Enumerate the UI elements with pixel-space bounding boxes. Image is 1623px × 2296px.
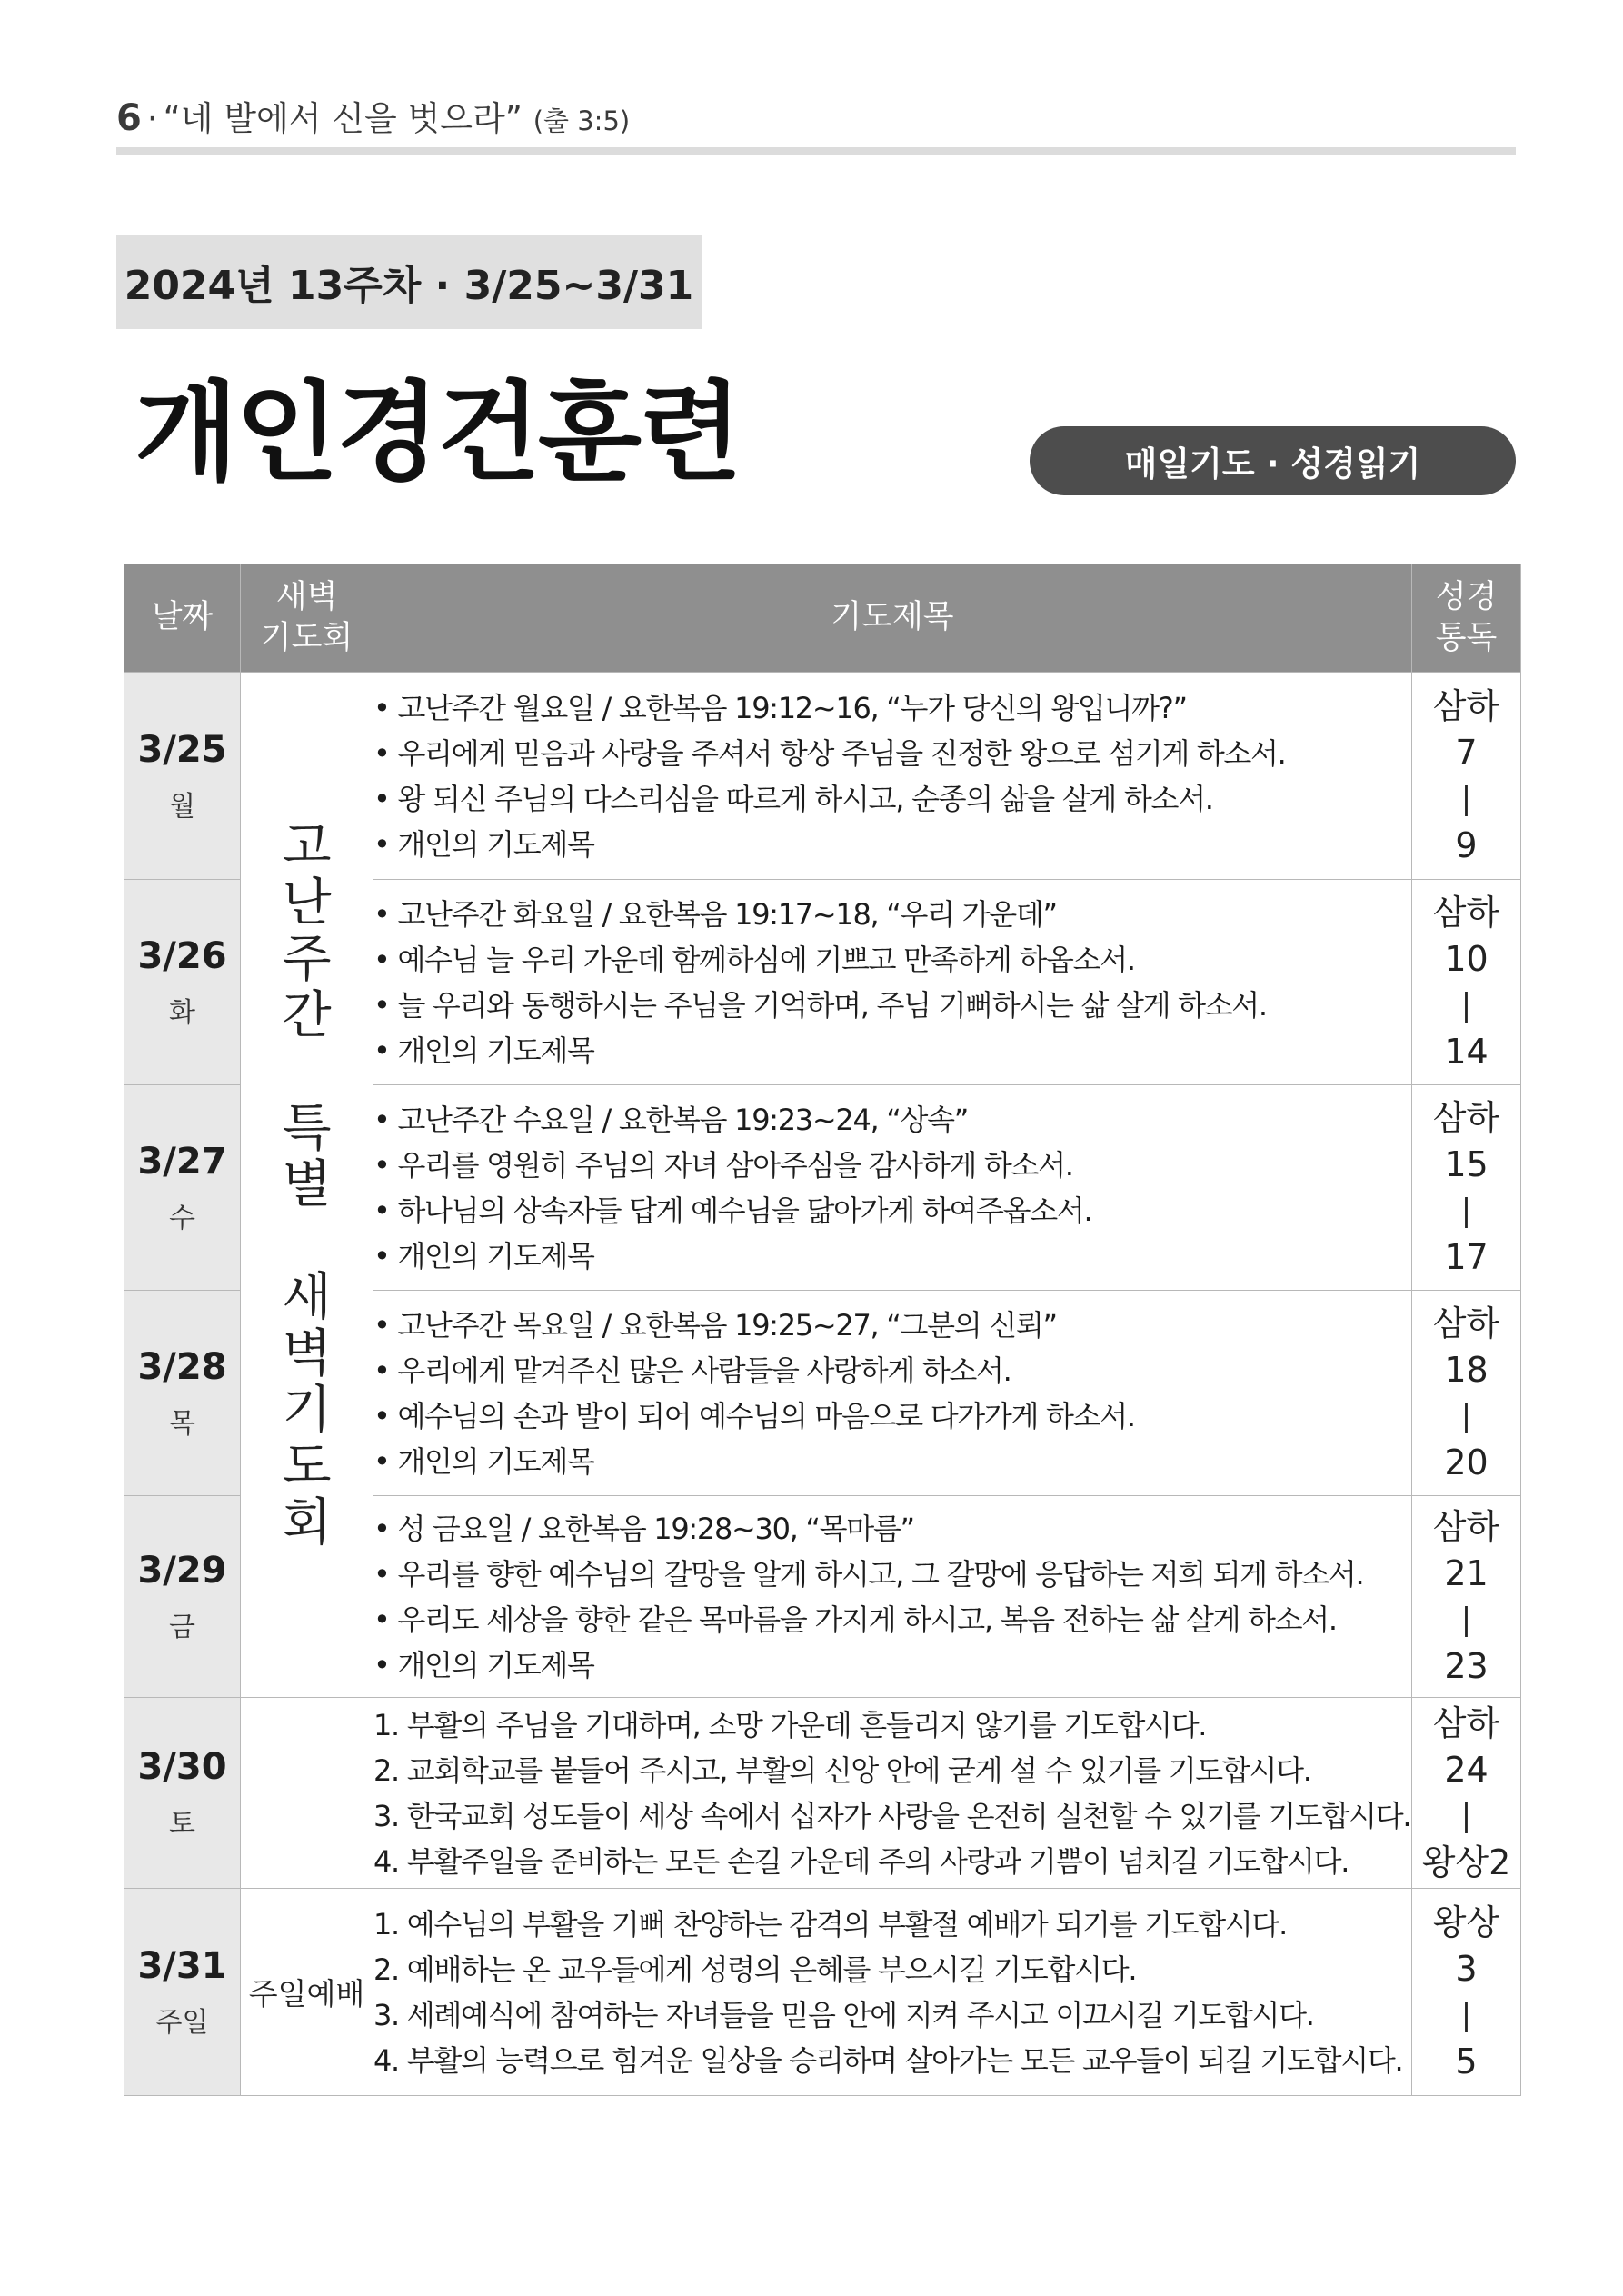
date-weekday: 화 [169, 996, 195, 1029]
reading-separator: | [1460, 1397, 1472, 1434]
prayer-line: 2. 교회학교를 붙들어 주시고, 부활의 신앙 안에 굳게 설 수 있기를 기도합시다. [373, 1752, 1311, 1788]
header-divider [116, 147, 1516, 155]
reading-separator: | [1460, 1601, 1472, 1638]
header-service-line1: 새벽 [275, 578, 338, 615]
reading-start: 24 [1444, 1749, 1489, 1790]
reading-start: 3 [1455, 1948, 1478, 1989]
prayer-line: 4. 부활주일을 준비하는 모든 손길 가운데 주의 사랑과 기쁨이 넘치길 기도합시다. [373, 1843, 1349, 1879]
special-service-cell [241, 673, 373, 1698]
date-weekday: 수 [169, 1202, 195, 1234]
prayer-line: 3. 세례예식에 참여하는 자녀들을 믿음 안에 지켜 주시고 이끄시길 기도합시다. [373, 1997, 1314, 2032]
date-cell [124, 673, 241, 880]
header-quote: “네 발에서 신을 벗으라” [163, 99, 523, 138]
date-weekday: 목 [169, 1407, 195, 1440]
date-weekday: 금 [169, 1611, 195, 1643]
prayer-line: • 우리를 영원히 주님의 자녀 삼아주심을 감사하게 하소서. [373, 1147, 1073, 1183]
prayer-line: • 개인의 기도제목 [373, 826, 594, 862]
prayer-line: • 늘 우리와 동행하시는 주님을 기억하며, 주님 기뻐하시는 삶 살게 하소서. [373, 987, 1267, 1023]
service-name: 주일예배 [248, 1976, 365, 2011]
prayer-line: • 왕 되신 주님의 다스리심을 따르게 하시고, 순종의 삶을 살게 하소서. [373, 781, 1213, 816]
header-reading [1412, 564, 1521, 673]
prayer-line: • 고난주간 화요일 / 요한복음 19:17~18, “우리 가운데” [373, 896, 1057, 932]
date-weekday: 주일 [155, 2006, 209, 2039]
date-number: 3/30 [137, 1745, 227, 1788]
prayer-line: • 개인의 기도제목 [373, 1238, 594, 1273]
service-char: 별 [282, 1154, 332, 1214]
prayer-cell [373, 880, 1412, 1085]
prayer-line: • 예수님의 손과 발이 되어 예수님의 마음으로 다가가게 하소서. [373, 1398, 1135, 1433]
table-row [124, 673, 1521, 880]
service-char: 특 [282, 1098, 332, 1158]
schedule-table [124, 564, 1521, 2096]
service-cell [241, 1889, 373, 2096]
prayer-line: 1. 부활의 주님을 기대하며, 소망 가운데 흔들리지 않기를 기도합시다. [373, 1707, 1207, 1742]
header-separator: · [146, 99, 158, 138]
prayer-line: • 성 금요일 / 요한복음 19:28~30, “목마름” [373, 1511, 914, 1546]
prayer-cell [373, 1085, 1412, 1291]
service-char: 간 [282, 985, 332, 1045]
reading-end: 9 [1455, 824, 1478, 865]
prayer-line: • 우리에게 믿음과 사랑을 주셔서 항상 주님을 진정한 왕으로 섬기게 하소서. [373, 735, 1286, 771]
reading-start: 18 [1444, 1349, 1489, 1390]
reading-start: 21 [1444, 1552, 1489, 1593]
reading-book: 삼하 [1432, 1097, 1500, 1138]
reading-separator: | [1460, 780, 1472, 817]
reading-cell [1412, 1698, 1521, 1889]
reading-book: 삼하 [1432, 1303, 1500, 1343]
prayer-line: • 고난주간 목요일 / 요한복음 19:25~27, “그분의 신뢰” [373, 1307, 1057, 1343]
prayer-line: • 고난주간 월요일 / 요한복음 19:12~16, “누가 당신의 왕입니까?” [373, 690, 1187, 725]
reading-end: 14 [1444, 1031, 1489, 1072]
prayer-line: • 개인의 기도제목 [373, 1443, 594, 1479]
prayer-cell [373, 1496, 1412, 1698]
service-char: 기 [282, 1380, 332, 1440]
date-cell [124, 1496, 241, 1698]
reading-cell [1412, 1889, 1521, 2096]
header-prayer: 기도제목 [373, 564, 1412, 673]
prayer-line: • 고난주간 수요일 / 요한복음 19:23~24, “상속” [373, 1102, 969, 1137]
service-char: 벽 [282, 1323, 332, 1383]
reading-start: 15 [1444, 1143, 1489, 1184]
prayer-line: 4. 부활의 능력으로 힘겨운 일상을 승리하며 살아가는 모든 교우들이 되길 기도합시다. [373, 2042, 1403, 2078]
date-cell [124, 1291, 241, 1496]
prayer-cell [373, 1291, 1412, 1496]
date-number: 3/29 [137, 1549, 227, 1592]
prayer-line: 2. 예배하는 온 교우들에게 성령의 은혜를 부으시길 기도합시다. [373, 1952, 1137, 1987]
date-number: 3/26 [137, 934, 227, 977]
reading-book: 삼하 [1432, 1702, 1500, 1743]
prayer-line: • 개인의 기도제목 [373, 1647, 594, 1682]
date-number: 3/25 [137, 728, 227, 771]
table-row [124, 1698, 1521, 1889]
date-weekday: 토 [169, 1807, 195, 1840]
prayer-cell [373, 673, 1412, 880]
date-cell [124, 880, 241, 1085]
date-number: 3/28 [137, 1345, 227, 1388]
reading-book: 삼하 [1432, 892, 1500, 933]
reading-cell [1412, 1291, 1521, 1496]
service-char: 도 [282, 1436, 332, 1496]
prayer-cell [373, 1889, 1412, 2096]
reading-start: 10 [1444, 938, 1489, 979]
prayer-line: • 예수님 늘 우리 가운데 함께하심에 기쁘고 만족하게 하옵소서. [373, 942, 1135, 977]
reading-start: 7 [1455, 732, 1478, 773]
date-cell [124, 1698, 241, 1889]
table-header-row [124, 564, 1521, 673]
service-char: 고 [282, 816, 332, 876]
header-reading-line1: 성경 [1435, 578, 1498, 615]
reading-separator: | [1460, 1797, 1472, 1834]
prayer-line: • 우리에게 맡겨주신 많은 사람들을 사랑하게 하소서. [373, 1353, 1011, 1388]
header-reference: (출 3:5) [533, 105, 631, 136]
service-char: 난 [282, 873, 332, 933]
page-header [116, 91, 1516, 140]
service-char: 회 [282, 1492, 332, 1552]
service-cell [241, 1698, 373, 1889]
reading-end: 20 [1444, 1442, 1489, 1482]
header-date: 날짜 [124, 564, 241, 673]
reading-separator: | [1460, 1996, 1472, 2033]
table-row [124, 1889, 1521, 2096]
reading-book: 삼하 [1432, 1506, 1500, 1547]
reading-cell [1412, 880, 1521, 1085]
reading-end: 5 [1455, 2041, 1478, 2081]
prayer-line: 3. 한국교회 성도들이 세상 속에서 십자가 사랑을 온전히 실천할 수 있기를 기도합시다. [373, 1798, 1411, 1833]
reading-end: 왕상2 [1421, 1842, 1511, 1882]
page-title: 개인경건훈련 [134, 370, 740, 495]
reading-cell [1412, 673, 1521, 880]
date-weekday: 월 [169, 790, 195, 823]
prayer-line: • 개인의 기도제목 [373, 1033, 594, 1068]
reading-separator: | [1460, 1192, 1472, 1229]
date-number: 3/27 [137, 1140, 227, 1183]
tagline-badge: 매일기도 · 성경읽기 [1030, 426, 1516, 495]
service-gap [241, 1044, 373, 1101]
date-cell [124, 1085, 241, 1291]
service-char: 주 [282, 929, 332, 989]
reading-book: 왕상 [1432, 1902, 1500, 1942]
reading-end: 17 [1444, 1236, 1489, 1277]
prayer-line: 1. 예수님의 부활을 기뻐 찬양하는 감격의 부활절 예배가 되기를 기도합시다. [373, 1906, 1288, 1942]
service-char: 새 [282, 1267, 332, 1327]
prayer-line: • 하나님의 상속자들 답게 예수님을 닮아가게 하여주옵소서. [373, 1193, 1092, 1228]
header-service [241, 564, 373, 673]
prayer-line: • 우리도 세상을 향한 같은 목마름을 가지게 하시고, 복음 전하는 삶 살게 하소서. [373, 1602, 1337, 1637]
reading-cell [1412, 1085, 1521, 1291]
header-reading-line2: 통독 [1435, 620, 1498, 656]
date-cell [124, 1889, 241, 2096]
prayer-cell [373, 1698, 1412, 1889]
header-service-line2: 기도회 [260, 620, 353, 656]
week-label: 2024년 13주차 · 3/25~3/31 [116, 235, 702, 329]
reading-book: 삼하 [1432, 685, 1500, 726]
reading-end: 23 [1444, 1645, 1489, 1686]
page-number: 6 [116, 97, 142, 139]
date-number: 3/31 [137, 1944, 227, 1987]
service-gap [241, 1213, 373, 1270]
reading-separator: | [1460, 986, 1472, 1023]
special-service-vertical-text [241, 816, 373, 1552]
reading-cell [1412, 1496, 1521, 1698]
prayer-line: • 우리를 향한 예수님의 갈망을 알게 하시고, 그 갈망에 응답하는 저희 되게 하소서. [373, 1556, 1364, 1592]
